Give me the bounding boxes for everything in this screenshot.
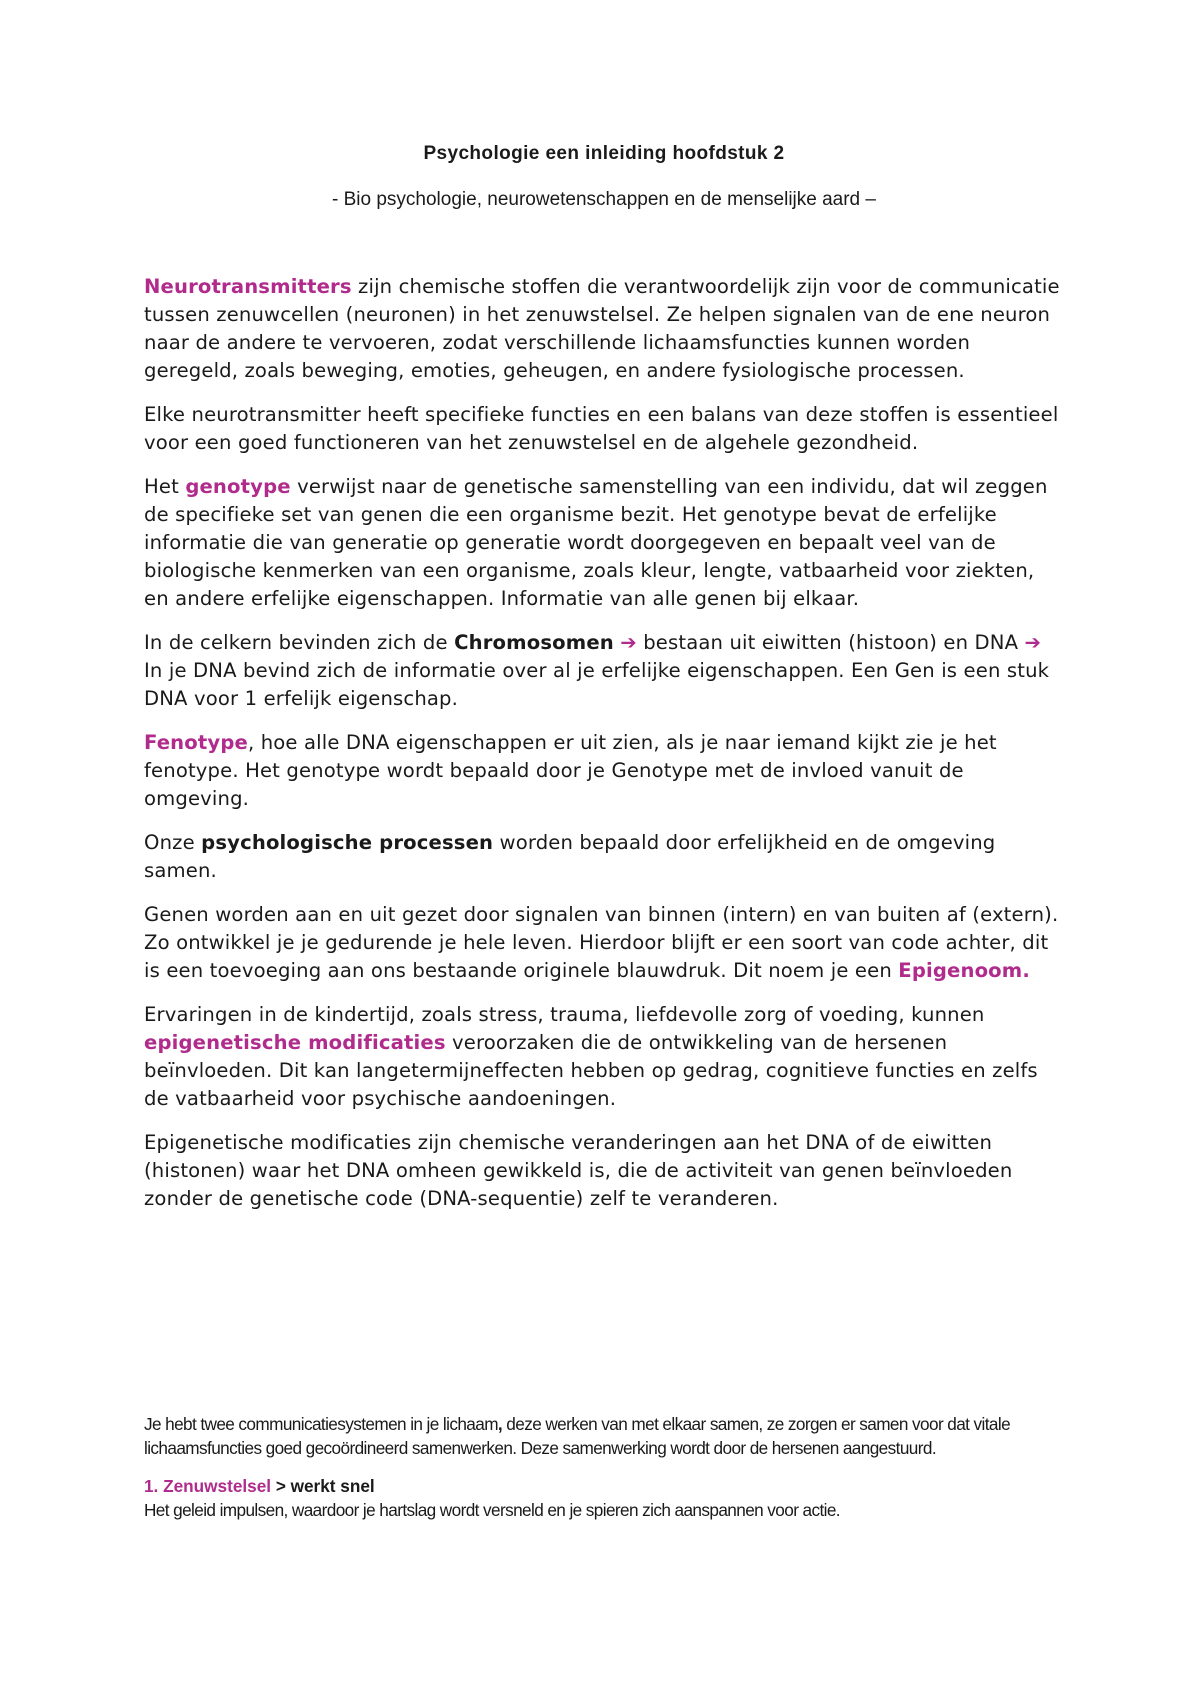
paragraph-text: worden bepaald door erfelijkheid en de omgeving samen. xyxy=(144,831,996,882)
term-epigenetische-modificaties: epigenetische modificaties xyxy=(144,1031,446,1054)
paragraph-text: In de celkern bevinden zich de xyxy=(144,631,455,654)
paragraph-psychologische-processen xyxy=(144,829,1064,885)
paragraph-neurotransmitter-balance: Elke neurotransmitter heeft specifieke functies en een balans van deze stoffen is essentieel voor een goed functioneren van het zenuwstelsel en de algehele gezondheid. xyxy=(144,403,1059,454)
heading-rest: > werkt snel xyxy=(271,1476,375,1496)
paragraph-text: Onze xyxy=(144,831,202,854)
paragraph-text: Ervaringen in de kindertijd, zoals stress, trauma, liefdevolle zorg of voeding, kunnen xyxy=(144,1003,985,1026)
paragraph-text: deze werken van met elkaar samen, ze zorgen er samen voor dat vitale lichaamsfuncties goed gecoördineerd samenwerken. Deze samenwerking wordt door de hersenen aangestuurd. xyxy=(144,1414,1011,1458)
term-epigenoom: Epigenoom. xyxy=(898,959,1030,982)
paragraph-text: Het xyxy=(144,475,186,498)
communication-systems-section xyxy=(144,1412,1064,1536)
term-chromosomen: Chromosomen xyxy=(454,631,614,654)
term-fenotype: Fenotype xyxy=(144,731,248,754)
paragraph-communicatiesystemen xyxy=(144,1412,1064,1460)
arrow-right-icon: ➔ xyxy=(1024,631,1042,654)
document-body xyxy=(144,273,1064,1229)
term-psychologische-processen: psychologische processen xyxy=(201,831,494,854)
paragraph-text: bestaan uit eiwitten (histoon) en DNA xyxy=(636,631,1025,654)
paragraph-neurotransmitters xyxy=(144,273,1064,385)
paragraph-epigenetische-modificaties xyxy=(144,1001,1064,1113)
paragraph-text: verwijst naar de genetische samenstelling van een individu, dat wil zeggen de specifieke set van genen die een organisme bezit. Het genotype bevat de erfelijke informatie die van generatie op generatie wordt doorgegeven en bepaalt veel van de biologische kenmerken van een organisme, zoals kleur, lengte, vatbaarheid voor ziekten, en andere erfelijke eigenschappen. Informatie van alle genen bij elkaar. xyxy=(144,475,1048,610)
term-neurotransmitters: Neurotransmitters xyxy=(144,275,352,298)
paragraph-text: Genen worden aan en uit gezet door signalen van binnen (intern) en van buiten af (extern). Zo ontwikkel je je gedurende je hele leven. Hierdoor blijft er een soort van code achter, dit is een toevoeging aan ons bestaande originele blauwdruk. Dit noem je een xyxy=(144,903,1059,982)
heading-number: 1. Zenuwstelsel xyxy=(144,1476,272,1496)
paragraph-text: veroorzaken die de ontwikkeling van de hersenen beïnvloeden. Dit kan langetermijneffecten hebben op gedrag, cognitieve functies en zelfs de vatbaarheid voor psychische aandoeningen. xyxy=(144,1031,1038,1110)
paragraph-comma: , xyxy=(497,1414,503,1434)
paragraph-genotype xyxy=(144,473,1064,613)
paragraph-epigenetische-definitie: Epigenetische modificaties zijn chemische veranderingen aan het DNA of de eiwitten (histonen) waar het DNA omheen gewikkeld is, die de activiteit van genen beïnvloeden zonder de genetische code (DNA-sequentie) zelf te veranderen. xyxy=(144,1131,1013,1210)
page-title: Psychologie een inleiding hoofdstuk 2 xyxy=(423,143,785,164)
paragraph-fenotype xyxy=(144,729,1064,813)
page-subtitle: - Bio psychologie, neurowetenschappen en de menselijke aard – xyxy=(332,189,876,210)
paragraph-epigenoom xyxy=(144,901,1064,985)
paragraph-chromosomen xyxy=(144,629,1064,713)
term-genotype: genotype xyxy=(185,475,291,498)
paragraph-zenuwstelsel: Het geleid impulsen, waardoor je hartslag wordt versneld en je spieren zich aanspannen voor actie. xyxy=(144,1500,840,1520)
paragraph-text: Je hebt twee communicatiesystemen in je lichaam xyxy=(144,1414,498,1434)
paragraph-text: In je DNA bevind zich de informatie over al je erfelijke eigenschappen. Een Gen is een stuk DNA voor 1 erfelijk eigenschap. xyxy=(144,659,1050,710)
heading-zenuwstelsel xyxy=(144,1474,1064,1498)
paragraph-text: , hoe alle DNA eigenschappen er uit zien, als je naar iemand kijkt zie je het fenotype. Het genotype wordt bepaald door je Genotype met de invloed vanuit de omgeving. xyxy=(144,731,997,810)
paragraph-text: zijn chemische stoffen die verantwoordelijk zijn voor de communicatie tussen zenuwcellen (neuronen) in het zenuwstelsel. Ze helpen signalen van de ene neuron naar de andere te vervoeren, zodat verschillende lichaamsfuncties kunnen worden geregeld, zoals beweging, emoties, geheugen, en andere fysiologische processen. xyxy=(144,275,1060,382)
arrow-right-icon: ➔ xyxy=(620,631,637,654)
